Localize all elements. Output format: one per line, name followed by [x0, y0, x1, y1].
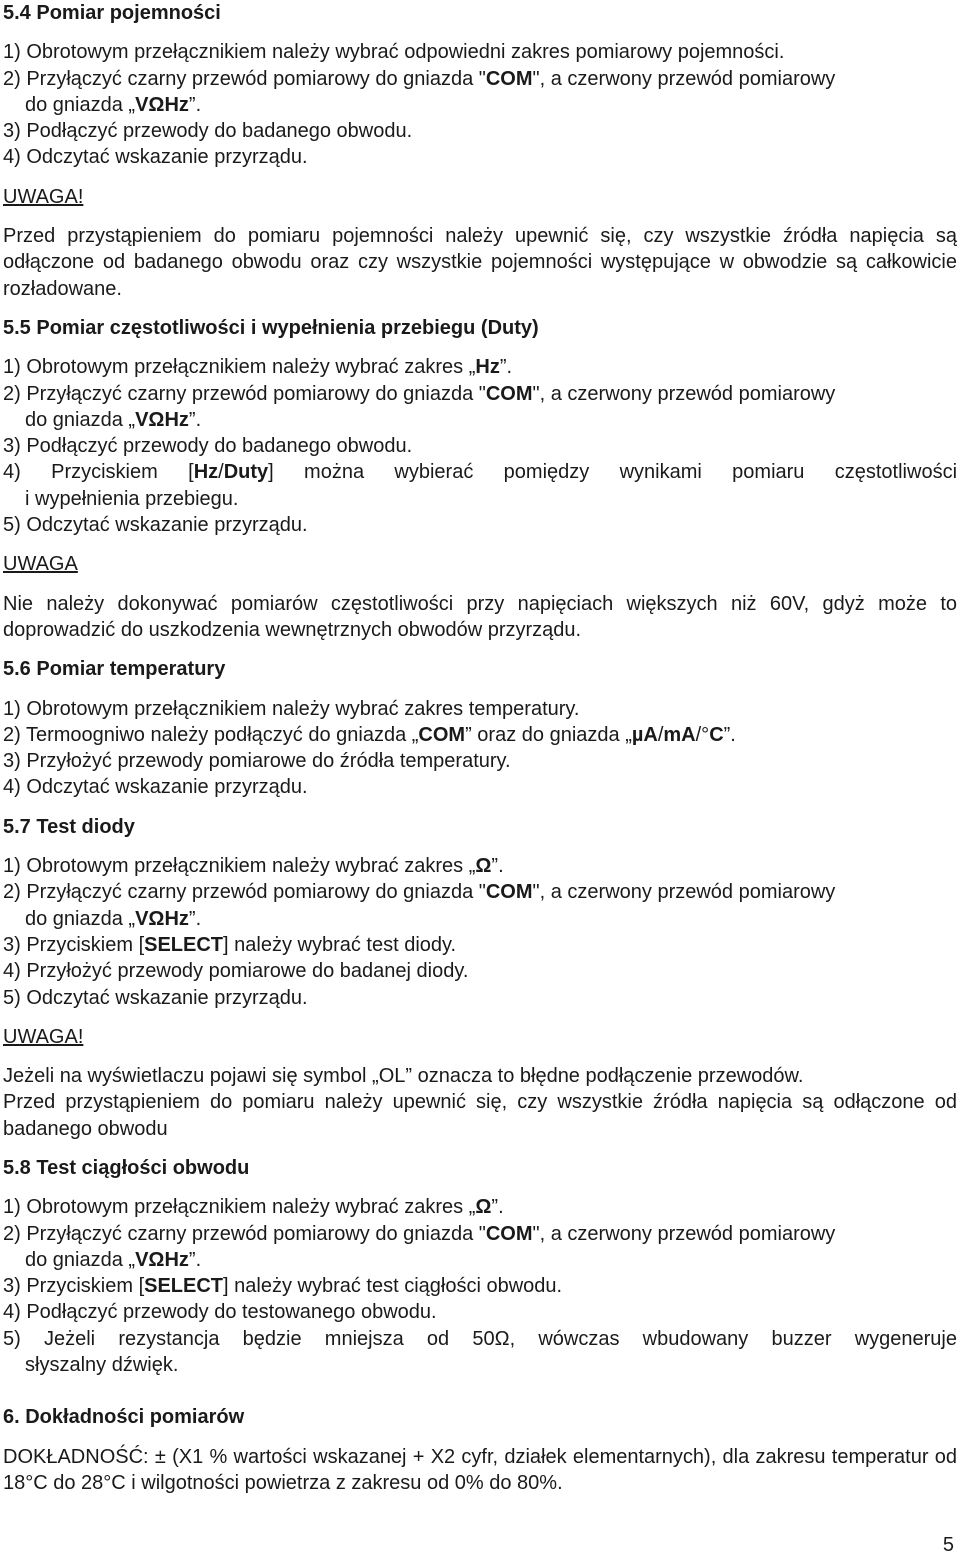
- s56-step-1: 1) Obrotowym przełącznikiem należy wybrać zakres temperatury.: [3, 697, 580, 720]
- s54-step-2: 2) Przyłączyć czarny przewód pomiarowy do gniazda "COM", a czerwony przewód pomiarowy: [3, 67, 836, 90]
- s55-warning-text: Nie należy dokonywać pomiarów częstotliwości przy napięciach większych niż 60V, gdyż może to doprowadzić do uszkodzenia wewnętrznych obwodów przyrządu.: [3, 592, 957, 641]
- s6-accuracy-text: DOKŁADNOŚĆ: ± (X1 % wartości wskazanej + X2 cyfr, działek elementarnych), dla zakresu temperatur od 18°C do 28°C i wilgotności powietrza z zakresu od 0% do 80%.: [3, 1445, 957, 1494]
- s57-step-2-cont: do gniazda „VΩHz”.: [25, 907, 202, 930]
- s55-step-3: 3) Podłączyć przewody do badanego obwodu.: [3, 435, 413, 458]
- s54-warning-label: UWAGA!: [3, 185, 84, 208]
- s58-step-4: 4) Podłączyć przewody do testowanego obwodu.: [3, 1301, 437, 1324]
- s54-step-4: 4) Odczytać wskazanie przyrządu.: [3, 146, 308, 169]
- s58-step-5-cont: słyszalny dźwięk.: [25, 1354, 179, 1377]
- s54-step-1: 1) Obrotowym przełącznikiem należy wybrać odpowiedni zakres pomiarowy pojemności.: [3, 41, 785, 64]
- s55-step-1: 1) Obrotowym przełącznikiem należy wybrać zakres „Hz”.: [3, 356, 513, 379]
- section-6-title: 6. Dokładności pomiarów: [3, 1406, 245, 1429]
- section-5-6-title: 5.6 Pomiar temperatury: [3, 658, 226, 681]
- manual-page: [3, 0, 957, 1496]
- s58-step-2: 2) Przyłączyć czarny przewód pomiarowy do gniazda "COM", a czerwony przewód pomiarowy: [3, 1222, 836, 1245]
- s56-step-2: 2) Termoogniwo należy podłączyć do gniazda „COM” oraz do gniazda „µA/mA/°C”.: [3, 723, 736, 746]
- s55-warning-label: UWAGA: [3, 553, 78, 576]
- s54-warning-text: Przed przystąpieniem do pomiaru pojemności należy upewnić się, czy wszystkie źródła napięcia są odłączone od badanego obwodu oraz czy wszystkie pojemności występujące w obwodzie są całkowicie rozładowane.: [3, 225, 957, 300]
- s57-step-1: 1) Obrotowym przełącznikiem należy wybrać zakres „Ω”.: [3, 855, 504, 878]
- s55-step-5: 5) Odczytać wskazanie przyrządu.: [3, 514, 308, 537]
- s58-step-3: 3) Przyciskiem [SELECT] należy wybrać test ciągłości obwodu.: [3, 1275, 563, 1298]
- s57-step-3: 3) Przyciskiem [SELECT] należy wybrać test diody.: [3, 933, 457, 956]
- page-number: 5: [942, 1534, 954, 1556]
- s57-warning-label: UWAGA!: [3, 1025, 84, 1048]
- s57-warning-line-1: Jeżeli na wyświetlaczu pojawi się symbol „OL” oznacza to błędne podłączenie przewodów.: [3, 1065, 804, 1088]
- section-5-4-title: 5.4 Pomiar pojemności: [3, 2, 221, 24]
- s54-step-2-cont: do gniazda „VΩHz”.: [25, 93, 202, 116]
- s57-step-2: 2) Przyłączyć czarny przewód pomiarowy do gniazda "COM", a czerwony przewód pomiarowy: [3, 881, 836, 904]
- s56-step-4: 4) Odczytać wskazanie przyrządu.: [3, 776, 308, 799]
- section-5-8-title: 5.8 Test ciągłości obwodu: [3, 1156, 250, 1179]
- s57-step-4: 4) Przyłożyć przewody pomiarowe do badanej diody.: [3, 960, 469, 983]
- s58-step-2-cont: do gniazda „VΩHz”.: [25, 1248, 202, 1271]
- s54-step-3: 3) Podłączyć przewody do badanego obwodu.: [3, 120, 413, 143]
- section-5-5-title: 5.5 Pomiar częstotliwości i wypełnienia przebiegu (Duty): [3, 316, 539, 339]
- s55-step-4-cont: i wypełnienia przebiegu.: [25, 487, 239, 510]
- s58-step-5: 5) Jeżeli rezystancja będzie mniejsza od 50Ω, wówczas wbudowany buzzer wygeneruje: [3, 1327, 957, 1350]
- s57-warning-line-2: Przed przystąpieniem do pomiaru należy upewnić się, czy wszystkie źródła napięcia są odłączone od badanego obwodu: [3, 1091, 957, 1140]
- s55-step-2: 2) Przyłączyć czarny przewód pomiarowy do gniazda "COM", a czerwony przewód pomiarowy: [3, 382, 836, 405]
- s56-step-3: 3) Przyłożyć przewody pomiarowe do źródła temperatury.: [3, 750, 511, 773]
- s55-step-2-cont: do gniazda „VΩHz”.: [25, 408, 202, 431]
- s58-step-1: 1) Obrotowym przełącznikiem należy wybrać zakres „Ω”.: [3, 1196, 504, 1219]
- s55-step-4: 4) Przyciskiem [Hz/Duty] można wybierać pomiędzy wynikami pomiaru częstotliwości: [3, 461, 958, 484]
- s57-step-5: 5) Odczytać wskazanie przyrządu.: [3, 986, 308, 1009]
- section-5-7-title: 5.7 Test diody: [3, 815, 135, 838]
